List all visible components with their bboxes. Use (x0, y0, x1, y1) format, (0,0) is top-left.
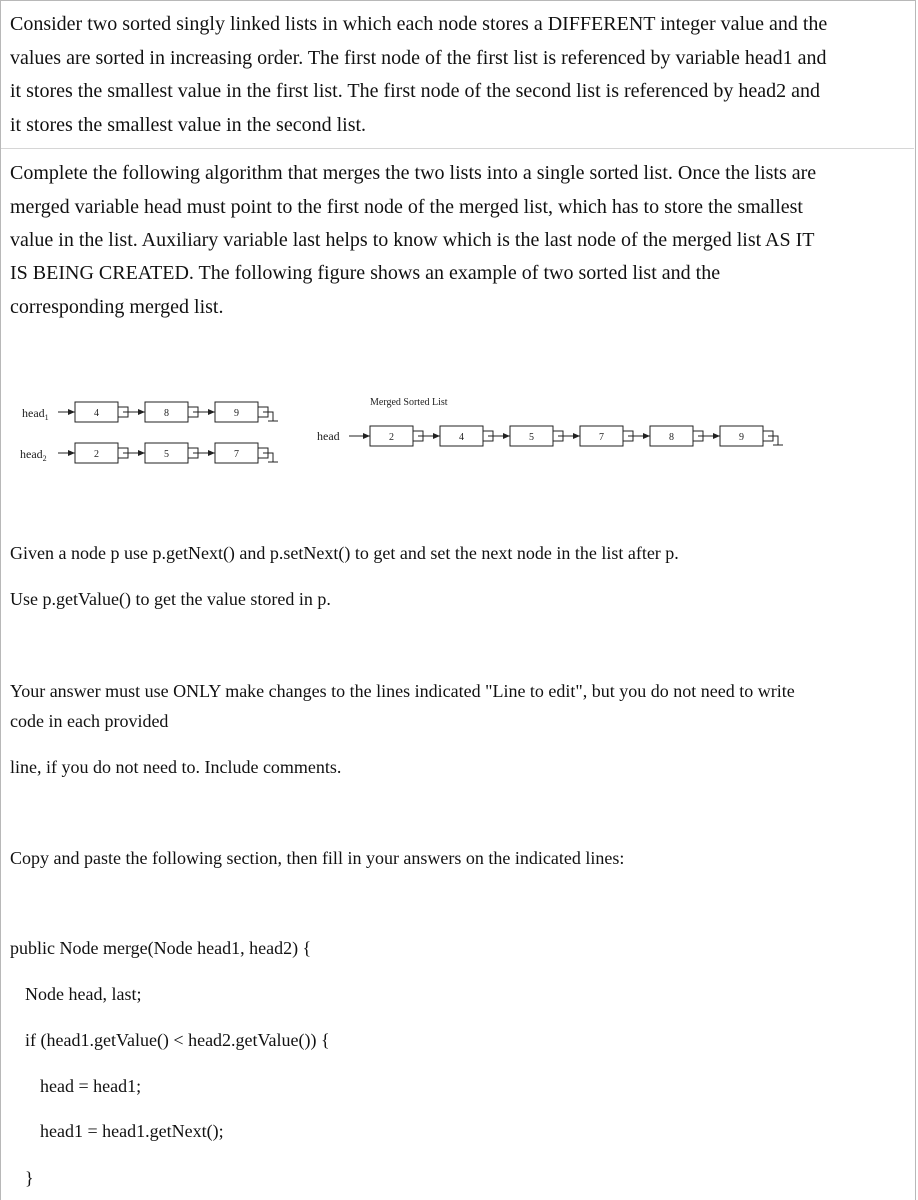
list1-node-value: 4 (94, 408, 99, 419)
answer-text-line: code in each provided (10, 711, 169, 731)
paragraph1-line: values are sorted in increasing order. The first node of the first list is referenced by variable head1 and (10, 47, 827, 69)
list1-node-value: 8 (164, 408, 169, 419)
given-text: Given a node p use p.getNext() and p.setNext() to get and set the next node in the list after p. (10, 543, 679, 563)
merged-head-label: head (317, 429, 340, 443)
paragraph1-line: Consider two sorted singly linked lists in which each node stores a DIFFERENT integer value and the (10, 13, 828, 35)
head1-label (22, 406, 49, 422)
merged-node-value: 5 (529, 432, 534, 443)
head1-label-sub: 1 (44, 413, 49, 422)
paragraph1-line: it stores the smallest value in the first list. The first node of the second list is referenced by head2 and (10, 80, 820, 102)
merged-node-value: 8 (669, 432, 674, 443)
code-assign-head: head = head1; (40, 1076, 142, 1096)
head2-label-sub: 2 (42, 454, 47, 463)
copy-instructions: Copy and paste the following section, then fill in your answers on the indicated lines: (10, 848, 625, 868)
paragraph2-line: corresponding merged list. (10, 296, 224, 318)
head1-label-text: head (22, 406, 45, 420)
merged-node-value: 9 (739, 432, 744, 443)
code-if-line: if (head1.getValue() < head2.getValue()) { (25, 1030, 330, 1050)
paragraph2-line: value in the list. Auxiliary variable last helps to know which is the last node of the merged list AS IT (10, 229, 815, 251)
head2-label-text: head (20, 447, 43, 461)
code-advance-head1: head1 = head1.getNext(); (40, 1121, 224, 1141)
list2-node-value: 2 (94, 449, 99, 460)
paragraph1-line: it stores the smallest value in the second list. (10, 114, 367, 136)
list1-node-value: 9 (234, 408, 239, 419)
list2-node-value: 5 (164, 449, 169, 460)
merged-node-value: 2 (389, 432, 394, 443)
list2-node-value: 7 (234, 449, 239, 460)
merged-node-value: 4 (459, 432, 464, 443)
use-text: Use p.getValue() to get the value stored in p. (10, 589, 331, 609)
merged-title: Merged Sorted List (370, 397, 448, 408)
paragraph2-line: Complete the following algorithm that merges the two lists into a single sorted list. Once the lists are (10, 162, 817, 184)
code-declaration: Node head, last; (25, 984, 142, 1004)
code-close-brace: } (25, 1168, 34, 1188)
merged-node-value: 7 (599, 432, 604, 443)
code-signature: public Node merge(Node head1, head2) { (10, 938, 312, 958)
answer-text-line: line, if you do not need to. Include comments. (10, 757, 342, 777)
divider (1, 148, 914, 149)
head2-label (20, 447, 47, 463)
answer-text-line: Your answer must use ONLY make changes to the lines indicated "Line to edit", but you do not need to write (10, 681, 795, 701)
paragraph2-line: IS BEING CREATED. The following figure shows an example of two sorted list and the (10, 262, 721, 284)
linked-list-figure (0, 388, 800, 478)
paragraph2-line: merged variable head must point to the first node of the merged list, which has to store the smallest (10, 196, 803, 218)
